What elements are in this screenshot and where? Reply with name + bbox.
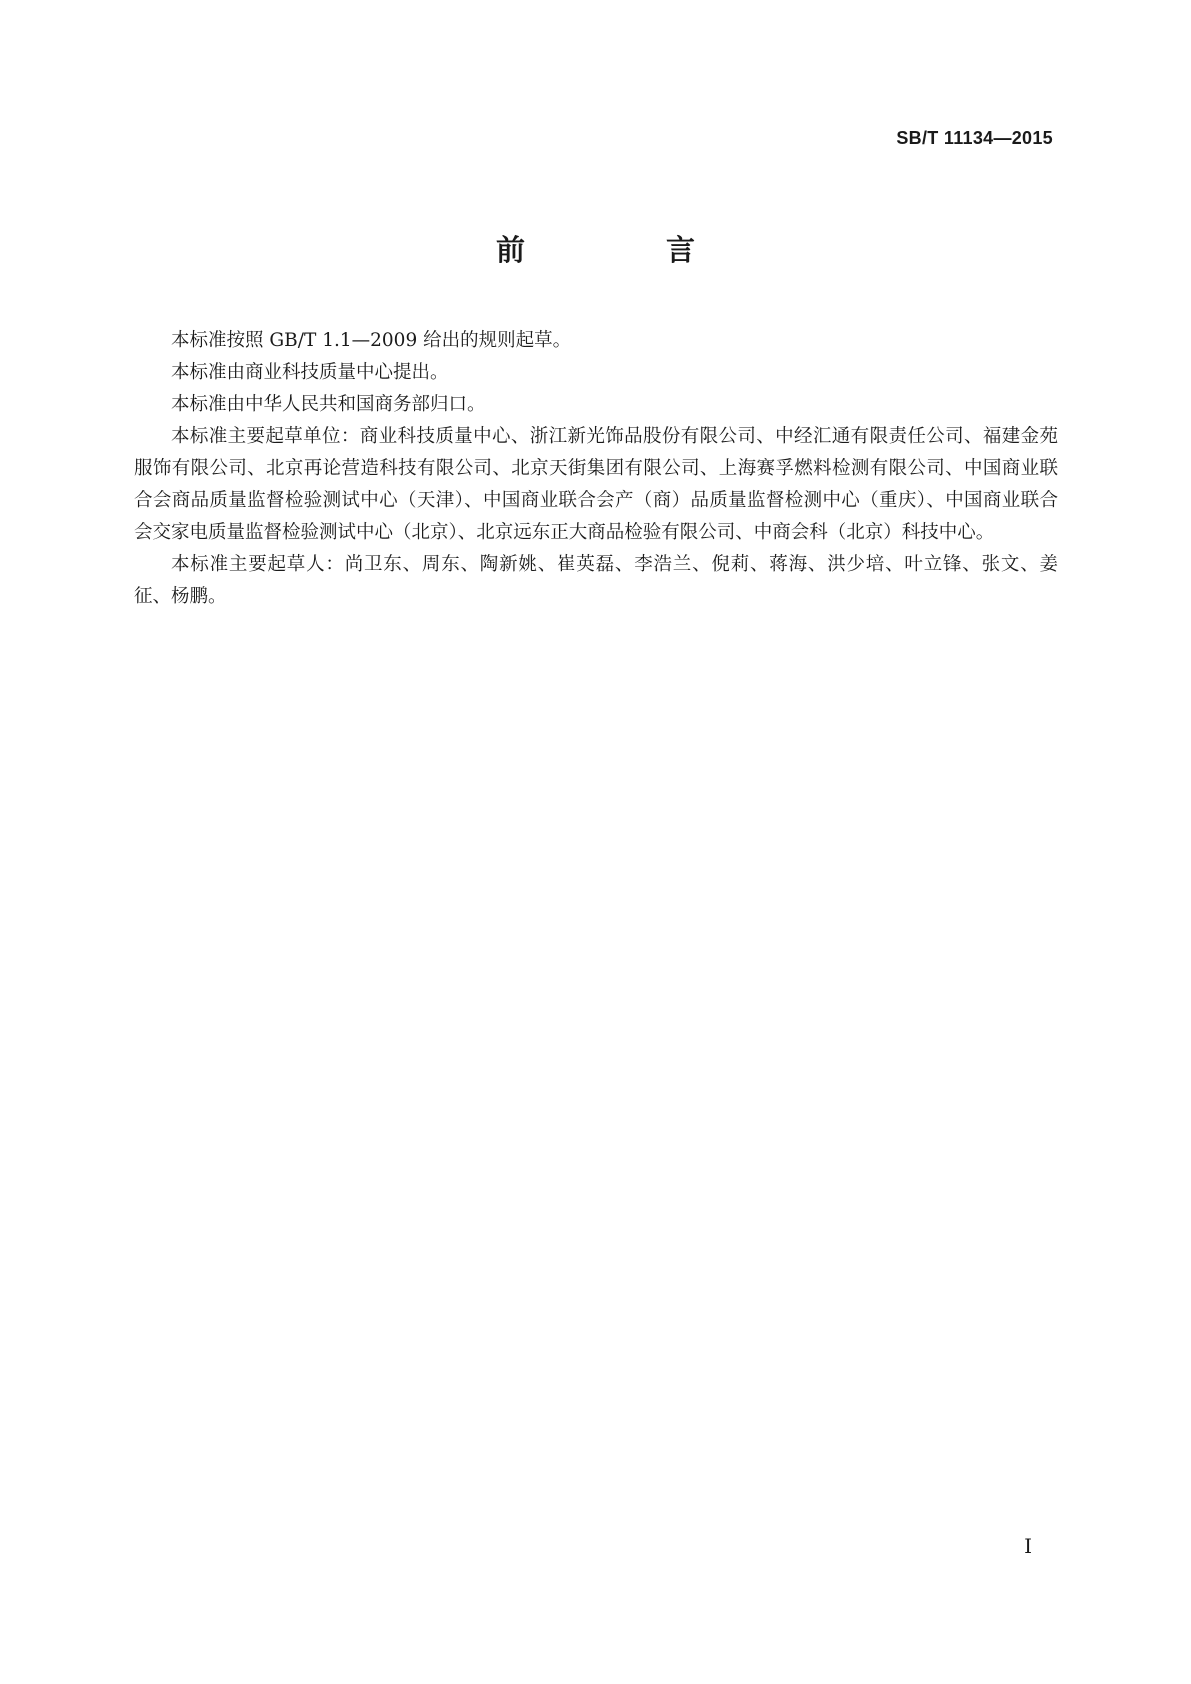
standard-code: SB/T 11134—2015 [896, 128, 1053, 148]
paragraph-drafters: 本标准主要起草人：尚卫东、周东、陶新姚、崔英磊、李浩兰、倪莉、蒋海、洪少培、叶立锋、张文、姜征、杨鹏。 [134, 554, 1058, 607]
page-title: 前 言 [495, 233, 751, 267]
paragraph-drafting-units: 本标准主要起草单位：商业科技质量中心、浙江新光饰品股份有限公司、中经汇通有限责任公司、福建金苑服饰有限公司、北京再论营造科技有限公司、北京天街集团有限公司、上海赛孚燃料检测有限公司、中国商业联合会商品质量监督检验测试中心（天津）、中国商业联合会产（商）品质量监督检测中心（重庆）、中国商业联合会交家电质量监督检验测试中心（北京）、北京远东正大商品检验有限公司、中商会科（北京）科技中心。 [134, 426, 1058, 543]
paragraph-administrator: 本标准由中华人民共和国商务部归口。 [171, 394, 486, 415]
document-body [134, 325, 1058, 613]
paragraph-drafting-rules: 本标准按照 GB/T 1.1—2009 给出的规则起草。 [171, 330, 572, 351]
page-number: I [1024, 1534, 1032, 1558]
paragraph-proposer: 本标准由商业科技质量中心提出。 [171, 362, 449, 383]
